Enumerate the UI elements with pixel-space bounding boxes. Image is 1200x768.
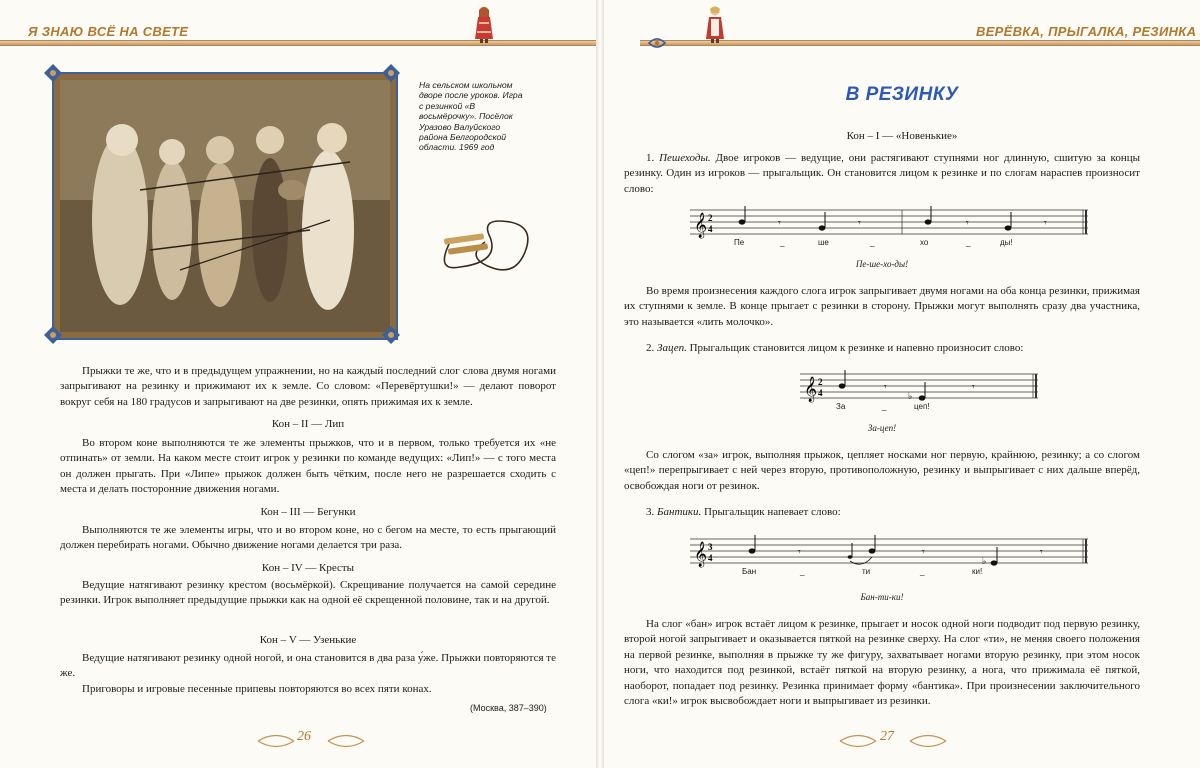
section-title: В РЕЗИНКУ: [845, 84, 959, 105]
syllable-dash: _: [882, 402, 887, 411]
svg-text:𝄞: 𝄞: [694, 213, 708, 238]
running-head-right: ВЕРЁВКА, ПРЫГАЛКА, РЕЗИНКА: [976, 24, 1197, 39]
syllable: За: [836, 402, 846, 411]
kon-1-heading: Кон – I — «Новенькие»: [846, 130, 958, 142]
syllable: ки!: [972, 567, 983, 576]
item-2-text: [624, 341, 1140, 356]
svg-text:4: 4: [708, 553, 713, 563]
photo-frame: [52, 72, 398, 340]
closing-note: Приговоры и игровые песенные припевы повторяются во всех пяти конах.: [82, 682, 432, 695]
svg-text:𝄾: 𝄾: [778, 218, 781, 229]
svg-text:3: 3: [708, 542, 713, 552]
frame-corner-ornament-icon: [44, 64, 62, 82]
music-staff-2: [800, 370, 1040, 404]
kon-5-text: Ведущие натягивают резинку одной ногой, и она становится в два раза у́же. Прыжки повторяются те же. Приговоры и игровые песенные припевы повторяются во всех пяти конах.: [60, 651, 556, 697]
syllable: хо: [920, 238, 929, 247]
kon-3-heading: Кон – III — Бегунки: [260, 506, 356, 518]
svg-text:𝄾: 𝄾: [884, 382, 887, 393]
header-ornament-band: [0, 40, 596, 46]
kon-2-heading: Кон – II — Лип: [271, 418, 345, 430]
svg-text:𝄾: 𝄾: [966, 218, 969, 229]
syllable: ше: [818, 238, 829, 247]
chant-3: Бан-ти-ки!: [860, 592, 904, 602]
item-2-number: 2.: [646, 342, 655, 354]
syllable: ти: [862, 567, 871, 576]
photo-scene: [60, 80, 390, 332]
book-gutter: [596, 0, 604, 768]
page-number-right: 27: [880, 729, 894, 744]
svg-text:𝄞: 𝄞: [694, 542, 708, 567]
kon-2-text: Во втором коне выполняются те же элементы прыжков, что и в первом, только требуется их «не отпинать» от земли. На каком месте стоит игрок у резинки по команде ведущих: «Лип!» — с того места он должен прыгать. При «Липе» прыжок должен быть чётким, после него не разрешается сходить с места и делать посторонние движения ногами.: [60, 437, 556, 496]
music-staff-1: [690, 206, 1090, 240]
item-3-explanation: На слог «бан» игрок встаёт лицом к резинке, прыгает и носок одной ноги подводит под первую резинку, второй ногой запрыгивает и оказывается пяткой на резинке сверху. На слог «ти», не меняя своего положения на первой резинке, выполняя в прыжке ту же фигуру, захватывает ногами вторую резинку, при этом носок ноги, что находится под резинкой, встаёт пяткой на вторую резинку, а нога, что прижимала её пяткой, наоборот, попадает под резинку. Резинка принимает форму «бантика». При произнесении заключительного слога «ки!» игрок высвобождает ноги и выпрыгивает из резинки.: [624, 618, 1140, 708]
item-3-number: 3.: [646, 506, 655, 518]
svg-text:𝄾: 𝄾: [972, 382, 975, 393]
item-2-description: Прыгальщик становится лицом к резинке и напевно произносит слово:: [689, 342, 1024, 354]
source-citation: (Москва, 387–390): [470, 703, 547, 713]
item-1-name: Пешеходы.: [659, 152, 711, 164]
kon-3-text: Выполняются те же элементы игры, что и во втором коне, но с бегом на месте, то есть прыгающий должен перебирать ногами. Обычно движение ногами делается три раза.: [60, 524, 556, 552]
item-1-number: 1.: [646, 152, 655, 164]
kon-5-heading: Кон – V — Узенькие: [259, 634, 357, 646]
svg-text:𝄾: 𝄾: [1040, 547, 1043, 558]
item-2-explanation: Со слогом «за» игрок, выполняя прыжок, цепляет носками ног первую, крайнюю, резинку; а со слогом «цеп!» перепрыгивает с ней через вторую, противоположную, резинку и выпрыгивает с них дальше вперёд, освобождая ноги от резинок.: [624, 449, 1140, 492]
syllable-dash: _: [800, 567, 805, 576]
photo-caption: На сельском школьном дворе после уроков. Игра с резинкой «В восьмёрочку». Посёлок Уразово Валуйского района Белгородской области. 1969 год: [419, 80, 523, 153]
item-1-description: Двое игроков — ведущие, они растягивают ступнями ног длинную, сшитую за концы резинку. Один из игроков — прыгальщик. Он становится лицом к резинке и по слогам нараспев произносит слово:: [624, 152, 1140, 195]
running-head-left: Я ЗНАЮ ВСЁ НА СВЕТЕ: [28, 24, 189, 39]
svg-text:𝄾: 𝄾: [922, 547, 925, 558]
syllable: Бан: [742, 567, 757, 576]
svg-text:♭: ♭: [908, 391, 913, 401]
syllable: ды!: [1000, 238, 1013, 247]
syllable-dash: _: [966, 238, 971, 247]
svg-text:𝄾: 𝄾: [1044, 218, 1047, 229]
item-3-description: Прыгальщик напевает слово:: [704, 506, 841, 518]
item-3-name: Бантики.: [657, 506, 702, 518]
folio-ornament-icon: [256, 730, 366, 752]
frame-corner-ornament-icon: [382, 326, 400, 344]
item-2-name: Зацеп.: [657, 342, 687, 354]
chant-2: За-цеп!: [867, 423, 897, 433]
syllable-dash: _: [780, 238, 785, 247]
intro-paragraph: Прыжки те же, что и в предыдущем упражнении, но на каждый последний слог слова двумя ногами запрыгивают на резинку и прижимают их к земле. Со словом: «Перевёртушки!» — делают поворот вокруг себя на 180 градусов и запрыгивают на две резинки, опять прижимая их к земле.: [60, 365, 556, 408]
music-staff-3: [690, 535, 1090, 569]
page-number-left: 26: [297, 729, 311, 744]
item-1-explanation: Во время произнесения каждого слога игрок запрыгивает двумя ногами на оба конца резинки, прижимая их ступнями к земле. В конце прыгает с резинки в сторону. Прыжки могут выполнять сразу два участника, это называется «лить молочко».: [624, 285, 1140, 328]
svg-text:4: 4: [708, 224, 713, 234]
doll-illustration-icon: [704, 5, 726, 43]
svg-text:2: 2: [708, 213, 713, 223]
kon-4-text: Ведущие натягивают резинку крестом (восьмёркой). Скрещивание получается на самой середине резинки. Игрок выполняет предыдущие прыжки как на одной её скрещенной половине, так и на другой.: [60, 579, 556, 607]
syllable: Пе: [734, 238, 745, 247]
kon-4-heading: Кон – IV — Кресты: [261, 562, 355, 574]
svg-text:𝄾: 𝄾: [798, 547, 801, 558]
children-playing-photo: [60, 80, 390, 332]
syllable-dash: _: [920, 567, 925, 576]
svg-text:2: 2: [818, 377, 823, 387]
frame-corner-ornament-icon: [44, 326, 62, 344]
item-1-text: [624, 151, 1140, 197]
svg-text:𝄾: 𝄾: [858, 218, 861, 229]
syllable: цеп!: [914, 402, 930, 411]
frame-corner-ornament-icon: [382, 64, 400, 82]
svg-text:♭: ♭: [982, 556, 987, 566]
svg-text:𝄞: 𝄞: [804, 377, 818, 402]
doll-illustration-icon: [473, 5, 495, 43]
knot-ornament-icon: [647, 35, 667, 51]
jump-rope-illustration: [430, 212, 540, 282]
syllable-dash: _: [870, 238, 875, 247]
chant-1: Пе-ше-хо-ды!: [855, 259, 909, 269]
svg-text:4: 4: [818, 388, 823, 398]
item-3-text: [624, 505, 1140, 520]
